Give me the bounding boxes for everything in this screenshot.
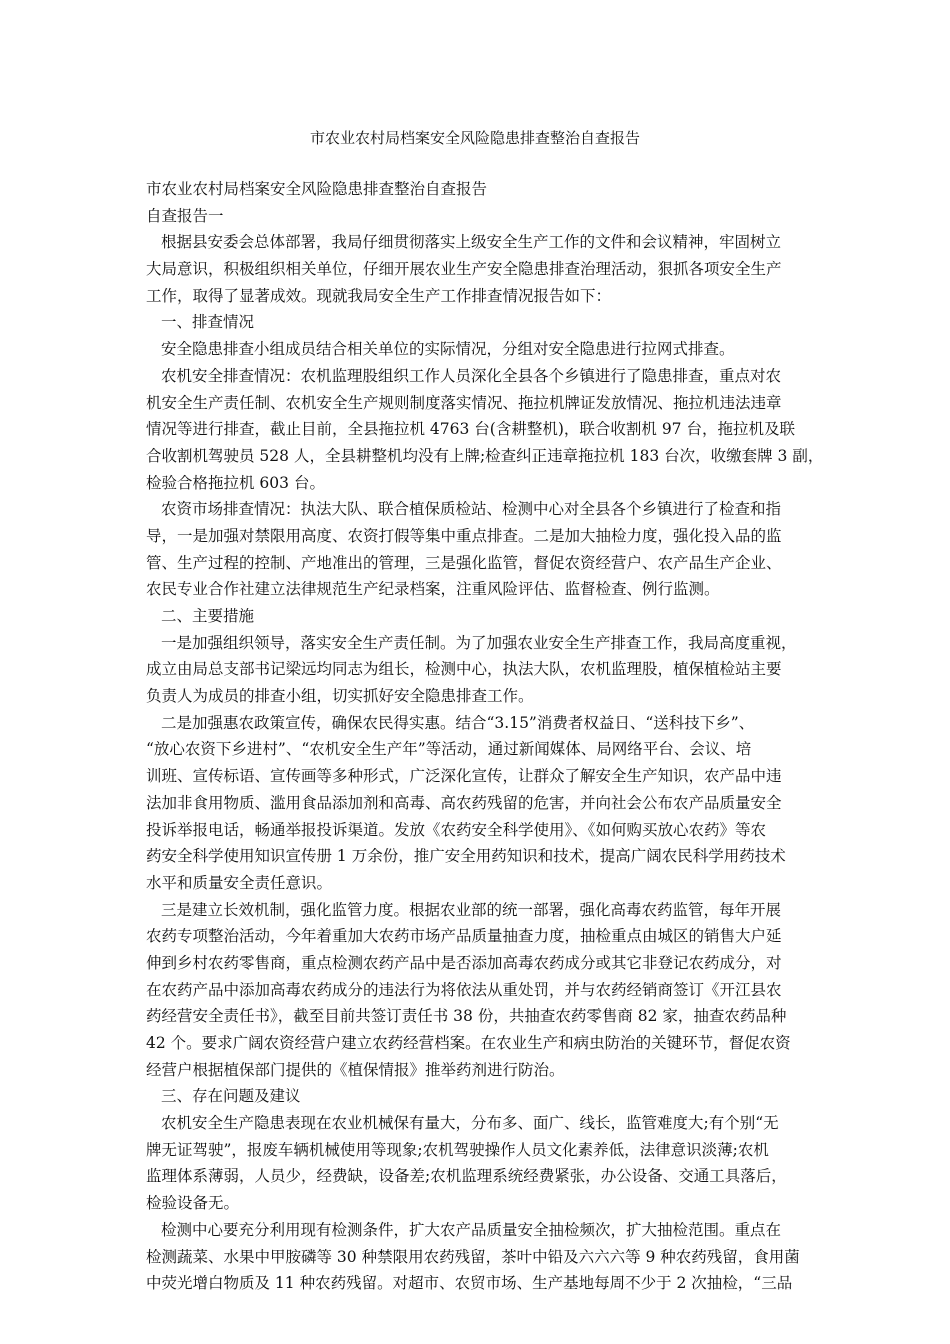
text-line: 自查报告一 xyxy=(146,206,224,225)
text-line: 工作，取得了显著成效。现就我局安全生产工作排查情况报告如下： xyxy=(146,286,612,305)
text-line: 伸到乡村农药零售商，重点检测农药产品中是否添加高毒农药成分或其它非登记农药成分，对 xyxy=(146,953,782,972)
text-line: 一、排查情况 xyxy=(161,313,255,332)
text-line: 农民专业合作社建立法律规范生产纪录档案，注重风险评估、监督检查、例行监测。 xyxy=(146,580,720,599)
text-line: 药安全科学使用知识宣传册 1 万余份，推广安全用药知识和技术，提高广阔农民科学用药技术 xyxy=(146,847,786,866)
text-line: 农药专项整治活动，今年着重加大农药市场产品质量抽查力度，抽检重点由城区的销售大户延 xyxy=(146,927,782,946)
text-line: 中荧光增白物质及 11 种农药残留。对超市、农贸市场、生产基地每周不少于 2 次抽检，“三品 xyxy=(146,1274,793,1293)
text-line: 合收割机驾驶员 528 人，全县耕整机均没有上牌;检查纠正违章拖拉机 183 台次，收缴套牌 3 副， xyxy=(146,446,824,465)
text-line: 一是加强组织领导，落实安全生产责任制。为了加强农业安全生产排查工作，我局高度重视， xyxy=(161,633,797,652)
text-line: 训班、宣传标语、宣传画等多种形式，广泛深化宣传，让群众了解安全生产知识，农产品中违 xyxy=(146,767,782,786)
text-line: 水平和质量安全责任意识。 xyxy=(146,873,333,892)
text-line: “放心农资下乡进村”、“农机安全生产年”等活动，通过新闻媒体、局网络平台、会议、培 xyxy=(146,740,752,759)
text-line: 经营户根据植保部门提供的《植保情报》推举药剂进行防治。 xyxy=(146,1060,565,1079)
text-line: 农机安全生产隐患表现在农业机械保有量大，分布多、面广、线长，监管难度大;有个别“无 xyxy=(161,1114,779,1133)
text-line: 成立由局总支部书记梁远均同志为组长，检测中心，执法大队，农机监理股，植保植检站主要 xyxy=(146,660,782,679)
text-line: 投诉举报电话，畅通举报投诉渠道。发放《农药安全科学使用》、《如何购买放心农药》等农 xyxy=(146,820,767,839)
text-line: 法加非食用物质、滥用食品添加剂和高毒、高农药残留的危害，并向社会公布农产品质量安全 xyxy=(146,793,782,812)
text-line: 药经营安全责任书》，截至目前共签订责任书 38 份，共抽查农药零售商 82 家，抽查农药品种 xyxy=(146,1007,787,1026)
text-line: 情况等进行排查，截止目前，全县拖拉机 4763 台(含耕整机)，联合收割机 97 台，拖拉机及联 xyxy=(146,420,795,439)
text-line: 安全隐患排查小组成员结合相关单位的实际情况，分组对安全隐患进行拉网式排查。 xyxy=(161,340,735,359)
text-line: 机安全生产责任制、农机安全生产规则制度落实情况、拖拉机牌证发放情况、拖拉机违法违章 xyxy=(146,393,782,412)
text-line: 检测中心要充分利用现有检测条件，扩大农产品质量安全抽检频次，扩大抽检范围。重点在 xyxy=(161,1220,782,1239)
text-line: 大局意识，积极组织相关单位，仔细开展农业生产安全隐患排查治理活动，狠抓各项安全生产 xyxy=(146,260,782,279)
text-line: 根据县安委会总体部署，我局仔细贯彻落实上级安全生产工作的文件和会议精神，牢固树立 xyxy=(161,233,782,252)
text-line: 农资市场排查情况：执法大队、联合植保质检站、检测中心对全县各个乡镇进行了检查和指 xyxy=(161,500,782,519)
text-line: 监理体系薄弱，人员少，经费缺，设备差;农机监理系统经费紧张，办公设备、交通工具落后， xyxy=(146,1167,787,1186)
text-line: 检验设备无。 xyxy=(146,1194,240,1213)
text-line: 在农药产品中添加高毒农药成分的违法行为将依法从重处罚，并与农药经销商签订《开江县农 xyxy=(146,980,782,999)
text-line: 二是加强惠农政策宣传，确保农民得实惠。结合“3.15”消费者权益日、“送科技下乡”、 xyxy=(161,713,755,732)
text-line: 农机安全排查情况：农机监理股组织工作人员深化全县各个乡镇进行了隐患排查，重点对农 xyxy=(161,366,782,385)
text-line: 牌无证驾驶”，报废车辆机械使用等现象;农机驾驶操作人员文化素养低，法律意识淡薄;农机 xyxy=(146,1140,769,1159)
text-line: 三、存在问题及建议 xyxy=(161,1087,301,1106)
text-line: 检验合格拖拉机 603 台。 xyxy=(146,473,325,492)
document-title: 市农业农村局档案安全风险隐患排查整治自查报告 xyxy=(309,129,640,147)
text-line: 导，一是加强对禁限用高度、农资打假等集中重点排查。二是加大抽检力度，强化投入品的监 xyxy=(146,526,782,545)
text-line: 市农业农村局档案安全风险隐患排查整治自查报告 xyxy=(146,180,488,198)
text-line: 42 个。要求广阔农资经营户建立农药经营档案。在农业生产和病虫防治的关键环节，督促农资 xyxy=(146,1034,791,1052)
text-line: 二、主要措施 xyxy=(161,607,255,625)
text-line: 负责人为成员的排查小组，切实抓好安全隐患排查工作。 xyxy=(146,687,534,706)
text-line: 管、生产过程的控制、产地准出的管理，三是强化监管，督促农资经营户、农产品生产企业、 xyxy=(146,553,782,572)
document-body xyxy=(146,176,824,1297)
text-line: 检测蔬菜、水果中甲胺磷等 30 种禁限用农药残留，茶叶中铅及六六六等 9 种农药残留，食用菌 xyxy=(146,1247,800,1266)
text-line: 三是建立长效机制，强化监管力度。根据农业部的统一部署，强化高毒农药监管，每年开展 xyxy=(161,900,782,919)
